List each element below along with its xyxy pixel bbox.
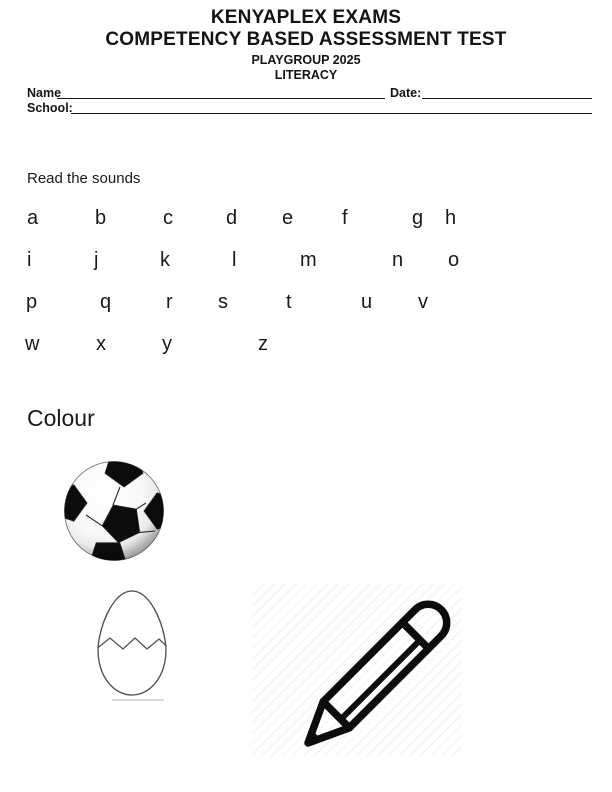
sound-letter: p [26, 291, 38, 313]
sound-letter: d [226, 207, 238, 229]
sound-letter: v [418, 291, 428, 313]
sound-letter: c [163, 207, 173, 229]
sound-letter: x [96, 333, 106, 355]
sound-letter: l [232, 249, 237, 271]
exam-provider-title: KENYAPLEX EXAMS [210, 7, 402, 28]
sound-letter: s [218, 291, 228, 313]
football-image [62, 459, 166, 563]
exam-subject: LITERACY [274, 68, 338, 82]
date-fill-line [422, 85, 592, 99]
pencil-image [252, 584, 462, 756]
date-label: Date: [390, 86, 422, 100]
sound-letter: o [448, 249, 460, 271]
sound-letter: i [27, 249, 32, 271]
pencil-icon [252, 584, 462, 756]
sound-letter: h [445, 207, 457, 229]
sound-letter: m [300, 249, 317, 271]
sound-letter: j [94, 249, 99, 271]
name-label: Name [27, 86, 62, 100]
school-label: School: [27, 101, 73, 115]
cracked-egg-icon [90, 587, 174, 705]
sound-letter: t [286, 291, 292, 313]
sound-letter: k [160, 249, 170, 271]
name-fill-line [57, 85, 385, 99]
sound-letter: w [25, 333, 40, 355]
football-icon [62, 459, 166, 563]
sound-letter: e [282, 207, 294, 229]
sound-letter: f [342, 207, 348, 229]
sound-letter: n [392, 249, 404, 271]
sound-letter: y [162, 333, 172, 355]
exam-name-title: COMPETENCY BASED ASSESSMENT TEST [105, 29, 507, 50]
colour-heading: Colour [27, 405, 95, 431]
sound-letter: a [27, 207, 39, 229]
sound-letter: u [361, 291, 373, 313]
school-fill-line [71, 100, 592, 114]
read-sounds-instruction: Read the sounds [27, 170, 141, 187]
egg-image [90, 587, 174, 705]
sound-letter: q [100, 291, 112, 313]
exam-class-year: PLAYGROUP 2025 [251, 53, 361, 67]
sound-letter: r [166, 291, 173, 313]
sound-letter: z [258, 333, 268, 355]
sound-letter: g [412, 207, 424, 229]
sound-letter: b [95, 207, 107, 229]
